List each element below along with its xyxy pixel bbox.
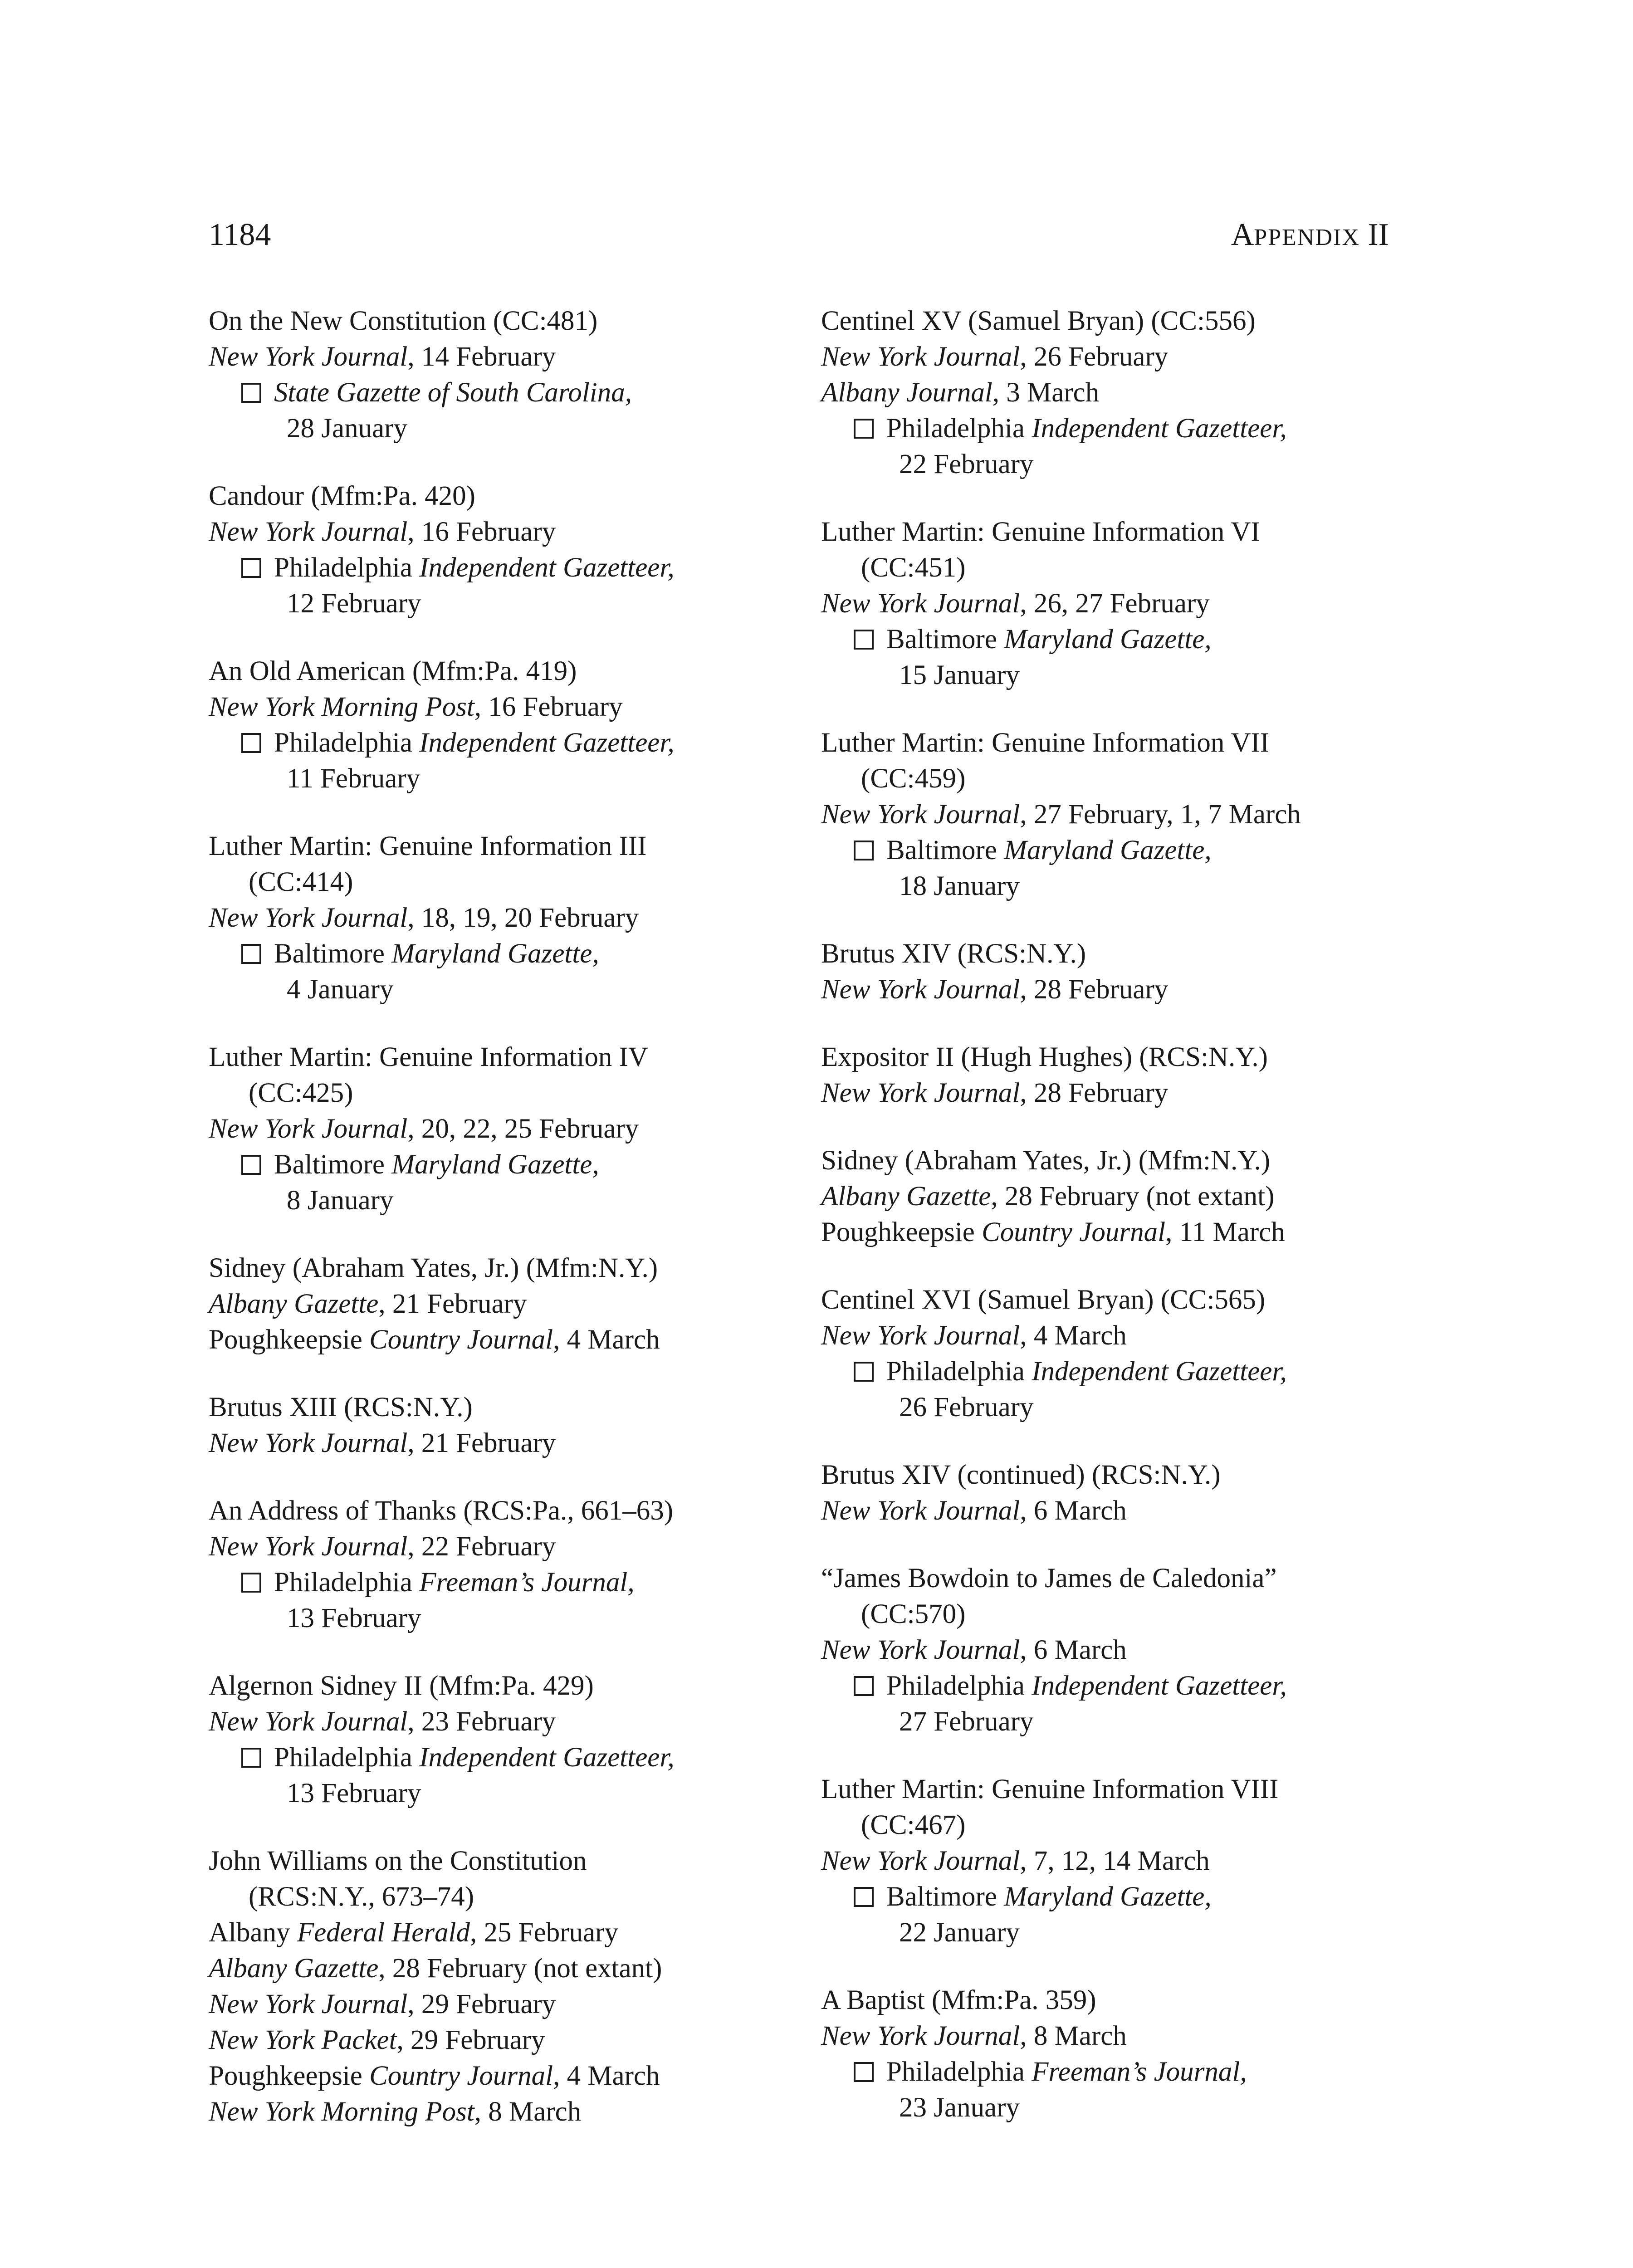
printing bbox=[821, 1318, 1420, 1354]
entry-title-continued: (CC:451) bbox=[861, 552, 966, 583]
printing bbox=[821, 2018, 1420, 2054]
entry-title: An Old American (Mfm:Pa. 419) bbox=[209, 656, 577, 686]
date: , 6 March bbox=[1020, 1635, 1127, 1665]
publication: New York Journal bbox=[209, 342, 408, 372]
date: , 28 February (not extant) bbox=[991, 1181, 1275, 1212]
entry bbox=[209, 653, 776, 797]
entry bbox=[821, 1560, 1420, 1740]
place: Philadelphia bbox=[274, 1567, 420, 1598]
date: , 25 February bbox=[470, 1917, 618, 1948]
date: , 23 February bbox=[407, 1706, 556, 1737]
reprint-source bbox=[821, 832, 1420, 868]
place: Baltimore bbox=[274, 1149, 392, 1180]
entry bbox=[209, 1039, 776, 1218]
date: , 27 February, 1, 7 March bbox=[1020, 799, 1301, 830]
printing bbox=[209, 900, 776, 936]
publication: New York Journal bbox=[821, 2021, 1020, 2051]
entry-title: Luther Martin: Genuine Information III bbox=[209, 831, 647, 861]
place: Philadelphia bbox=[274, 728, 420, 758]
reprint-date: 4 January bbox=[287, 974, 394, 1005]
printing bbox=[821, 375, 1420, 411]
checkbox-icon bbox=[241, 1155, 261, 1175]
entry bbox=[209, 1668, 776, 1811]
checkbox-icon bbox=[241, 558, 261, 578]
date: , 8 March bbox=[474, 2097, 582, 2127]
place: Baltimore bbox=[886, 1882, 1004, 1912]
publication: New York Journal bbox=[209, 1114, 408, 1144]
place: Albany bbox=[209, 1917, 297, 1948]
reprint-source bbox=[821, 1354, 1420, 1389]
entry-title: Sidney (Abraham Yates, Jr.) (Mfm:N.Y.) bbox=[821, 1145, 1271, 1176]
entry bbox=[821, 936, 1420, 1007]
entry bbox=[821, 725, 1420, 904]
place: Philadelphia bbox=[886, 2057, 1032, 2087]
printing bbox=[821, 972, 1420, 1007]
entry-title: Brutus XIV (continued) (RCS:N.Y.) bbox=[821, 1460, 1221, 1490]
place: Baltimore bbox=[886, 835, 1004, 865]
date: , 29 February bbox=[396, 2025, 545, 2055]
printing bbox=[209, 1950, 776, 1986]
printing bbox=[821, 1843, 1420, 1879]
reprint-date: 8 January bbox=[287, 1185, 394, 1216]
date: , 8 March bbox=[1020, 2021, 1127, 2051]
date: , 3 March bbox=[992, 377, 1100, 408]
printing bbox=[209, 689, 776, 725]
reprint-source bbox=[209, 375, 776, 411]
date: , 7, 12, 14 March bbox=[1020, 1846, 1210, 1876]
entry-title-continued: (CC:467) bbox=[861, 1810, 966, 1840]
running-head-numeral: II bbox=[1359, 217, 1389, 252]
publication: New York Morning Post bbox=[209, 2097, 474, 2127]
checkbox-icon bbox=[854, 630, 874, 650]
publication: New York Journal bbox=[821, 1496, 1020, 1526]
publication: New York Journal bbox=[821, 342, 1020, 372]
reprint-source bbox=[821, 411, 1420, 446]
printing bbox=[209, 1915, 776, 1950]
reprint-source bbox=[209, 1740, 776, 1775]
checkbox-icon bbox=[854, 1887, 874, 1907]
place: Philadelphia bbox=[886, 1671, 1032, 1701]
publication: New York Journal bbox=[209, 903, 408, 933]
date: , 22 February bbox=[407, 1531, 556, 1562]
publication: Albany Gazette bbox=[209, 1289, 379, 1319]
place: Philadelphia bbox=[886, 1356, 1032, 1387]
printing bbox=[209, 1322, 776, 1358]
reprint-source bbox=[821, 1668, 1420, 1704]
running-head bbox=[1231, 217, 1389, 253]
printing bbox=[209, 2022, 776, 2058]
entry bbox=[821, 514, 1420, 693]
publication: Independent Gazetteer, bbox=[419, 1742, 675, 1773]
date: , 18, 19, 20 February bbox=[407, 903, 639, 933]
printing bbox=[209, 2094, 776, 2130]
place: Philadelphia bbox=[886, 413, 1032, 444]
place: Poughkeepsie bbox=[209, 2061, 370, 2091]
checkbox-icon bbox=[854, 841, 874, 860]
publication: Federal Herald bbox=[297, 1917, 470, 1948]
checkbox-icon bbox=[241, 733, 261, 753]
publication: New York Journal bbox=[821, 1078, 1020, 1108]
printing bbox=[209, 1704, 776, 1740]
right-column bbox=[821, 303, 1420, 2157]
printing bbox=[821, 1075, 1420, 1111]
date: , 28 February (not extant) bbox=[378, 1953, 662, 1984]
publication: New York Morning Post bbox=[209, 692, 474, 722]
printing bbox=[209, 514, 776, 550]
reprint-date: 18 January bbox=[899, 871, 1020, 901]
reprint-source bbox=[821, 2054, 1420, 2090]
date: , 4 March bbox=[553, 1325, 660, 1355]
publication: Maryland Gazette, bbox=[391, 1149, 599, 1180]
printing bbox=[209, 1425, 776, 1461]
entry bbox=[821, 1982, 1420, 2126]
entry bbox=[821, 1771, 1420, 1950]
publication: Independent Gazetteer, bbox=[1032, 1671, 1287, 1701]
entry bbox=[209, 1493, 776, 1636]
publication: New York Journal bbox=[821, 1635, 1020, 1665]
publication: New York Journal bbox=[821, 799, 1020, 830]
publication: New York Journal bbox=[821, 974, 1020, 1005]
printing bbox=[821, 1214, 1420, 1250]
date: , 11 March bbox=[1165, 1217, 1285, 1247]
date: , 4 March bbox=[553, 2061, 660, 2091]
printing bbox=[209, 1529, 776, 1564]
publication: Independent Gazetteer, bbox=[1032, 1356, 1287, 1387]
printing bbox=[209, 1986, 776, 2022]
checkbox-icon bbox=[854, 419, 874, 439]
date: , 26, 27 February bbox=[1020, 588, 1210, 619]
printing bbox=[209, 1286, 776, 1322]
reprint-date: 15 January bbox=[899, 660, 1020, 690]
publication: New York Journal bbox=[209, 1706, 408, 1737]
publication: New York Journal bbox=[209, 517, 408, 547]
checkbox-icon bbox=[854, 2062, 874, 2082]
entry-title: Expositor II (Hugh Hughes) (RCS:N.Y.) bbox=[821, 1042, 1268, 1072]
place: Baltimore bbox=[274, 938, 392, 969]
entry-title: Centinel XV (Samuel Bryan) (CC:556) bbox=[821, 306, 1256, 336]
date: , 21 February bbox=[378, 1289, 527, 1319]
reprint-source bbox=[821, 621, 1420, 657]
place: Philadelphia bbox=[274, 552, 420, 583]
entry-title-continued: (CC:425) bbox=[249, 1078, 353, 1108]
checkbox-icon bbox=[854, 1676, 874, 1696]
date: , 16 February bbox=[474, 692, 623, 722]
reprint-date: 22 January bbox=[899, 1917, 1020, 1948]
entry-title: Centinel XVI (Samuel Bryan) (CC:565) bbox=[821, 1285, 1266, 1315]
publication: New York Journal bbox=[821, 1320, 1020, 1351]
publication: New York Packet bbox=[209, 2025, 397, 2055]
checkbox-icon bbox=[241, 1573, 261, 1593]
publication: Albany Gazette bbox=[821, 1181, 991, 1212]
entry bbox=[209, 1389, 776, 1461]
publication: New York Journal bbox=[209, 1989, 408, 2019]
date: , 14 February bbox=[407, 342, 556, 372]
printing bbox=[821, 1178, 1420, 1214]
publication: Country Journal bbox=[369, 1325, 553, 1355]
date: , 16 February bbox=[407, 517, 556, 547]
running-head-small-caps: PPENDIX bbox=[1254, 225, 1360, 250]
checkbox-icon bbox=[241, 944, 261, 964]
printing bbox=[821, 586, 1420, 621]
publication: Freeman’s Journal, bbox=[1032, 2057, 1247, 2087]
printing bbox=[821, 1632, 1420, 1668]
checkbox-icon bbox=[241, 1748, 261, 1768]
reprint-source bbox=[209, 550, 776, 586]
reprint-date: 11 February bbox=[287, 763, 420, 794]
entry-title: A Baptist (Mfm:Pa. 359) bbox=[821, 1985, 1096, 2015]
printing bbox=[821, 797, 1420, 832]
entry bbox=[209, 828, 776, 1007]
publication: Independent Gazetteer, bbox=[1032, 413, 1287, 444]
checkbox-icon bbox=[854, 1362, 874, 1382]
reprint-date: 26 February bbox=[899, 1392, 1034, 1422]
reprint-date: 27 February bbox=[899, 1706, 1034, 1737]
reprint-source bbox=[209, 936, 776, 972]
printing bbox=[209, 2058, 776, 2094]
publication: Albany Gazette bbox=[209, 1953, 379, 1984]
publication: New York Journal bbox=[821, 1846, 1020, 1876]
entry-title: Luther Martin: Genuine Information VII bbox=[821, 728, 1270, 758]
publication: New York Journal bbox=[209, 1428, 408, 1458]
entry-title: Brutus XIII (RCS:N.Y.) bbox=[209, 1392, 473, 1422]
date: , 29 February bbox=[407, 1989, 556, 2019]
entry-title-continued: (RCS:N.Y., 673–74) bbox=[249, 1882, 474, 1912]
entry-title: On the New Constitution (CC:481) bbox=[209, 306, 598, 336]
publication: Independent Gazetteer, bbox=[419, 728, 675, 758]
reprint-date: 12 February bbox=[287, 588, 421, 619]
date: , 28 February bbox=[1020, 974, 1169, 1005]
entry-title: Luther Martin: Genuine Information VIII bbox=[821, 1774, 1279, 1804]
reprint-date: 22 February bbox=[899, 449, 1034, 479]
date: , 4 March bbox=[1020, 1320, 1127, 1351]
publication: Albany Journal bbox=[821, 377, 993, 408]
entry bbox=[209, 1250, 776, 1358]
reprint-source bbox=[209, 1147, 776, 1183]
place: Poughkeepsie bbox=[209, 1325, 370, 1355]
publication: New York Journal bbox=[821, 588, 1020, 619]
date: , 26 February bbox=[1020, 342, 1169, 372]
publication: State Gazette of South Carolina, bbox=[274, 377, 632, 408]
reprint-source bbox=[209, 1564, 776, 1600]
entry-title-continued: (CC:459) bbox=[861, 763, 966, 794]
entry-title: Algernon Sidney II (Mfm:Pa. 429) bbox=[209, 1671, 594, 1701]
publication: Country Journal bbox=[982, 1217, 1166, 1247]
entry bbox=[209, 478, 776, 621]
publication: New York Journal bbox=[209, 1531, 408, 1562]
reprint-date: 28 January bbox=[287, 413, 407, 444]
place: Baltimore bbox=[886, 624, 1004, 655]
date: , 21 February bbox=[407, 1428, 556, 1458]
publication: Country Journal bbox=[369, 2061, 553, 2091]
entry bbox=[821, 1143, 1420, 1250]
publication: Maryland Gazette, bbox=[391, 938, 599, 969]
entry-title-continued: (CC:414) bbox=[249, 867, 353, 897]
entry-title: John Williams on the Constitution bbox=[209, 1846, 587, 1876]
publication: Maryland Gazette, bbox=[1004, 624, 1212, 655]
printing bbox=[821, 1493, 1420, 1529]
place: Poughkeepsie bbox=[821, 1217, 982, 1247]
entry bbox=[821, 1282, 1420, 1425]
entry bbox=[209, 303, 776, 446]
date: , 28 February bbox=[1020, 1078, 1169, 1108]
entry-title-continued: (CC:570) bbox=[861, 1599, 966, 1629]
entry-title: Sidney (Abraham Yates, Jr.) (Mfm:N.Y.) bbox=[209, 1253, 658, 1283]
entry-title: Luther Martin: Genuine Information VI bbox=[821, 517, 1260, 547]
entry-title: An Address of Thanks (RCS:Pa., 661–63) bbox=[209, 1496, 674, 1526]
entry-title: “James Bowdoin to James de Caledonia” bbox=[821, 1563, 1277, 1593]
publication: Maryland Gazette, bbox=[1004, 835, 1212, 865]
entry-title: Luther Martin: Genuine Information IV bbox=[209, 1042, 648, 1072]
reprint-date: 23 January bbox=[899, 2092, 1020, 2123]
page-number: 1184 bbox=[209, 217, 271, 252]
entry-title: Brutus XIV (RCS:N.Y.) bbox=[821, 938, 1086, 969]
entry bbox=[821, 303, 1420, 482]
date: , 20, 22, 25 February bbox=[407, 1114, 639, 1144]
publication: Maryland Gazette, bbox=[1004, 1882, 1212, 1912]
printing bbox=[209, 339, 776, 375]
entry bbox=[821, 1039, 1420, 1111]
checkbox-icon bbox=[241, 383, 261, 403]
printing bbox=[209, 1111, 776, 1147]
reprint-date: 13 February bbox=[287, 1778, 421, 1809]
publication: Freeman’s Journal, bbox=[419, 1567, 635, 1598]
reprint-source bbox=[821, 1879, 1420, 1915]
left-column bbox=[209, 303, 776, 2161]
reprint-date: 13 February bbox=[287, 1603, 421, 1633]
entry-title: Candour (Mfm:Pa. 420) bbox=[209, 481, 475, 511]
place: Philadelphia bbox=[274, 1742, 420, 1773]
publication: Independent Gazetteer, bbox=[419, 552, 675, 583]
printing bbox=[821, 339, 1420, 375]
running-head-initial: A bbox=[1231, 217, 1254, 252]
reprint-source bbox=[209, 725, 776, 761]
entry bbox=[209, 1843, 776, 2130]
entry bbox=[821, 1457, 1420, 1529]
date: , 6 March bbox=[1020, 1496, 1127, 1526]
